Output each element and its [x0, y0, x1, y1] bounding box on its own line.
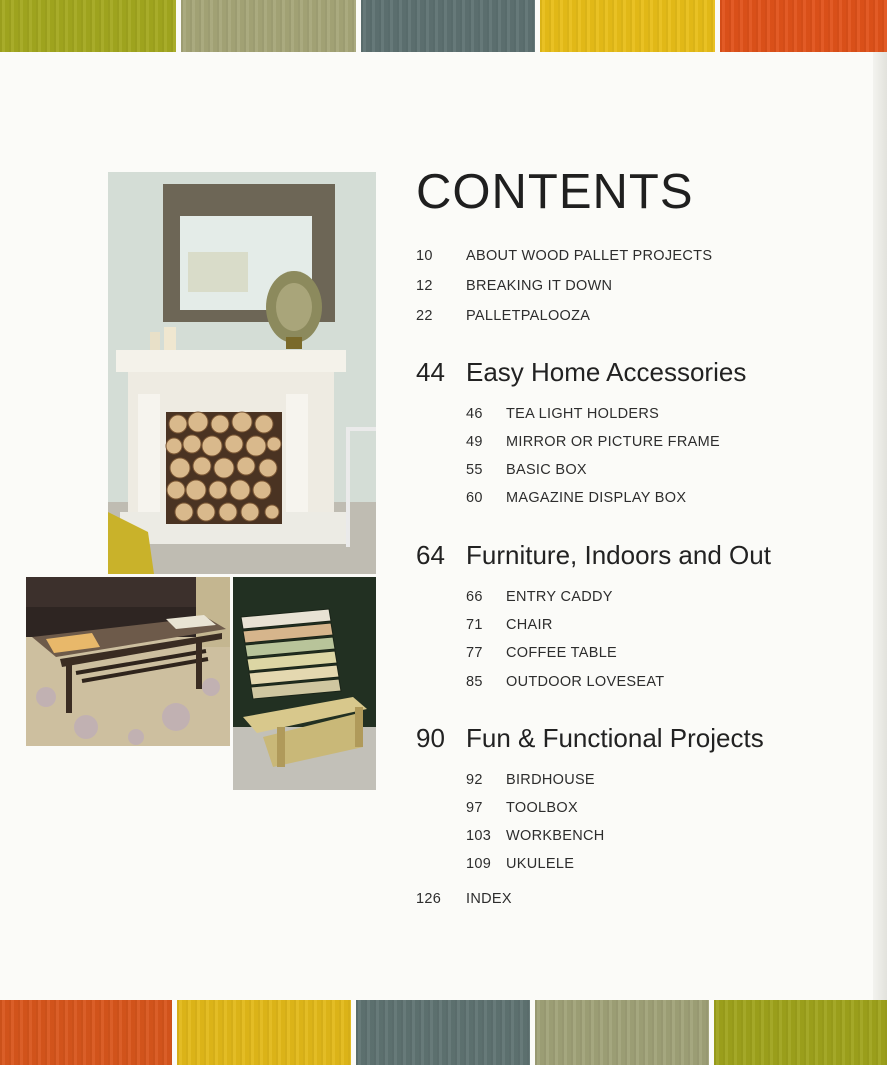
toc-page-number: 60: [466, 490, 483, 506]
top-swatch-1: [0, 0, 176, 52]
toc-page-number: 49: [466, 434, 483, 450]
toc-entry-label: TOOLBOX: [506, 800, 578, 816]
section-page-number: 64: [416, 540, 445, 570]
bottom-swatch-5: [714, 1000, 887, 1065]
section-title: Furniture, Indoors and Out: [466, 540, 771, 570]
section-page-number: 44: [416, 357, 445, 387]
toc-page-number: 66: [466, 589, 483, 605]
section-title: Fun & Functional Projects: [466, 723, 764, 753]
toc-page-number: 109: [466, 856, 492, 872]
page-edge-shadow: [873, 52, 887, 1000]
toc-entry-label: TEA LIGHT HOLDERS: [506, 406, 660, 422]
top-color-strip: [0, 0, 887, 52]
chair-photo: [233, 577, 376, 790]
top-swatch-2: [181, 0, 356, 52]
chair-illustration: [233, 577, 376, 790]
bottom-swatch-4: [535, 1000, 709, 1065]
toc-entry-label: MAGAZINE DISPLAY BOX: [506, 490, 687, 506]
toc-entry-label: PALLETPALOOZA: [466, 308, 591, 324]
contents-title: CONTENTS: [416, 165, 694, 219]
toc-page-number: 71: [466, 617, 483, 633]
toc-entry-label: BREAKING IT DOWN: [466, 278, 613, 294]
top-swatch-3: [361, 0, 535, 52]
toc-page-number: 92: [466, 772, 483, 788]
toc-page-number: 97: [466, 800, 483, 816]
toc-page-number: 77: [466, 645, 483, 661]
toc-entry-label: BASIC BOX: [506, 462, 587, 478]
bottom-swatch-1: [0, 1000, 172, 1065]
toc-entry-label: CHAIR: [506, 617, 553, 633]
fireplace-photo: [108, 172, 376, 574]
toc-page-number: 22: [416, 308, 433, 324]
coffee-table-photo: [26, 577, 230, 746]
toc-page-number: 103: [466, 828, 492, 844]
section-title: Easy Home Accessories: [466, 357, 747, 387]
top-swatch-4: [540, 0, 715, 52]
toc-entry-label: ABOUT WOOD PALLET PROJECTS: [466, 248, 713, 264]
toc-page-number: 85: [466, 674, 483, 690]
toc-entry-label: OUTDOOR LOVESEAT: [506, 674, 665, 690]
toc-entry-label: UKULELE: [506, 856, 575, 872]
toc-entry-label: MIRROR OR PICTURE FRAME: [506, 434, 720, 450]
top-swatch-5: [720, 0, 887, 52]
bottom-swatch-2: [177, 1000, 351, 1065]
fireplace-illustration: [108, 172, 376, 574]
toc-entry-label: COFFEE TABLE: [506, 645, 618, 661]
toc-page-number: 12: [416, 278, 433, 294]
toc-page-number: 46: [466, 406, 483, 422]
toc-page-number: 55: [466, 462, 483, 478]
toc-entry-label: INDEX: [466, 891, 512, 907]
bottom-color-strip: [0, 1000, 887, 1065]
toc-entry-label: BIRDHOUSE: [506, 772, 595, 788]
toc-page-number: 10: [416, 248, 433, 264]
toc-page-number: 126: [416, 891, 442, 907]
toc-entry-label: WORKBENCH: [506, 828, 605, 844]
section-page-number: 90: [416, 723, 445, 753]
coffee-table-illustration: [26, 577, 230, 746]
bottom-swatch-3: [356, 1000, 530, 1065]
toc-entry-label: ENTRY CADDY: [506, 589, 613, 605]
